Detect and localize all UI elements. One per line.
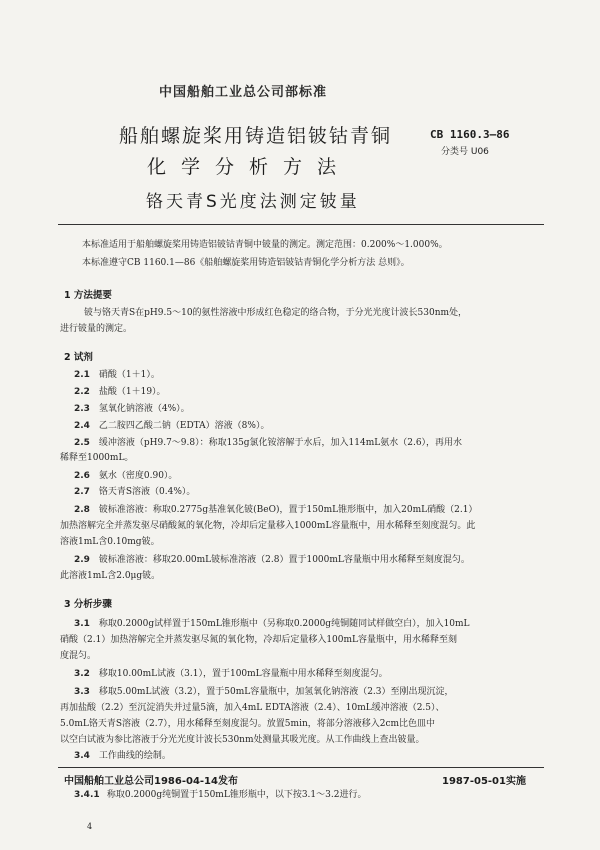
procedure-step-continued: 5.0mL铬天青S溶液（2.7），用水稀释至刻度混匀。放置5min，将部分溶液移入2cm比色皿中 (60, 719, 436, 729)
item-text: 铍标准溶液：称取0.2775g基准氧化铍(BeO)，置于150mL锥形瓶中，加入20mL硝酸（2.1） (98, 505, 478, 515)
header-rule (58, 224, 544, 225)
reagent-item (74, 469, 177, 484)
classification-code: 分类号 U06 (441, 147, 489, 157)
reagent-item (74, 402, 190, 417)
reagent-item (74, 485, 195, 500)
item-number: 2.9 (74, 555, 90, 565)
step-text: 工作曲线的绘制。 (98, 751, 171, 761)
item-text: 铬天青S溶液（0.4%）。 (98, 487, 196, 497)
step-number: 3.2 (74, 669, 90, 679)
item-text: 铍标准溶液：移取20.00mL铍标准溶液（2.8）置于1000mL容量瓶中用水稀释至刻度混匀。 (98, 555, 470, 565)
reagent-item (74, 368, 160, 383)
section-heading: 2 试剂 (64, 352, 93, 363)
step-number: 3.3 (74, 687, 90, 697)
document-title-line1: 船舶螺旋桨用铸造铝铍钴青铜 (119, 125, 393, 147)
step-number: 3.4.1 (74, 790, 100, 800)
item-number: 2.1 (74, 370, 90, 380)
procedure-step (74, 788, 366, 803)
document-title-line3: 铬天青S光度法测定铍量 (146, 192, 360, 212)
item-number: 2.3 (74, 404, 90, 414)
item-text: 硝酸（1＋1）。 (98, 370, 160, 380)
step-number: 3.1 (74, 619, 90, 629)
procedure-step (74, 749, 171, 764)
page-number: 4 (87, 822, 93, 831)
reagent-item (74, 553, 470, 568)
item-number: 2.6 (74, 471, 90, 481)
reagent-item-continued: 稀释至1000mL。 (60, 453, 134, 463)
section-heading: 3 分析步骤 (64, 599, 112, 610)
step-text: 移取5.00mL试液（3.2），置于50mL容量瓶中，加氢氧化钠溶液（2.3）至刚出现沉淀， (98, 687, 454, 697)
item-number: 2.2 (74, 387, 90, 397)
item-text: 氢氧化钠溶液（4%）。 (98, 404, 190, 414)
reagent-item-continued: 加热溶解完全并蒸发驱尽硝酸氮的氧化物，冷却后定量移入1000mL容量瓶中，用水稀释至刻度混匀。此 (60, 521, 476, 531)
item-number: 2.5 (74, 438, 90, 448)
item-text: 氨水（密度0.90）。 (98, 471, 178, 481)
step-number: 3.4 (74, 751, 90, 761)
intro-scope: 本标准适用于船舶螺旋桨用铸造铝铍钴青铜中铍量的测定。测定范围：0.200%～1.000%。 (82, 240, 448, 250)
section-heading: 1 方法提要 (64, 290, 112, 301)
procedure-step (74, 617, 470, 632)
document-title-line2: 化学分析方法 (147, 156, 352, 178)
item-text: 缓冲溶液（pH9.7～9.8）：称取135g氯化铵溶解于水后，加入114mL氨水（2.6），再用水 (98, 438, 463, 448)
reagent-item (74, 419, 269, 434)
footer-rule (58, 767, 544, 768)
reagent-item (74, 503, 477, 518)
effective-date: 1987-05-01实施 (442, 776, 526, 787)
reagent-item (74, 436, 462, 451)
reagent-item (74, 385, 166, 400)
item-text: 乙二胺四乙酸二钠（EDTA）溶液（8%）。 (98, 421, 270, 431)
item-number: 2.8 (74, 505, 90, 515)
procedure-step (74, 667, 388, 682)
issue-date: 中国船舶工业总公司1986-04-14发布 (64, 776, 238, 787)
procedure-step-continued: 度混匀。 (60, 651, 97, 661)
principle-text: 进行铍量的测定。 (60, 324, 133, 334)
procedure-step-continued: 硝酸（2.1）加热溶解完全并蒸发驱尽氮的氧化物，冷却后定量移入100mL容量瓶中，用水稀释至刻 (60, 635, 458, 645)
item-number: 2.4 (74, 421, 90, 431)
procedure-step-continued: 再加盐酸（2.2）至沉淀消失并过量5滴，加入4mL EDTA溶液（2.4）、10mL缓冲溶液（2.5）、 (60, 703, 445, 713)
step-text: 称取0.2000g纯铜置于150mL锥形瓶中，以下按3.1～3.2进行。 (106, 790, 367, 800)
step-text: 称取0.2000g试样置于150mL锥形瓶中（另称取0.2000g纯铜随同试样做空白），加入10mL (98, 619, 470, 629)
standard-number: CB 1160.3—86 (430, 128, 510, 141)
step-text: 移取10.00mL试液（3.1），置于100mL容量瓶中用水稀释至刻度混匀。 (98, 669, 388, 679)
procedure-step (74, 685, 454, 700)
item-text: 盐酸（1＋19）。 (98, 387, 166, 397)
procedure-step-continued: 以空白试液为参比溶液于分光光度计波长530nm处测量其吸光度。从工作曲线上查出铍量。 (60, 735, 425, 745)
principle-text: 铍与铬天青S在pH9.5～10的氨性溶液中形成红色稳定的络合物，于分光光度计波长530nm处， (84, 308, 468, 318)
reagent-item-continued: 溶液1mL含0.10mg铍。 (60, 537, 160, 547)
issuing-organization: 中国船舶工业总公司部标准 (159, 85, 328, 100)
intro-reference: 本标准遵守CB 1160.1—86《船舶螺旋桨用铸造铝铍钴青铜化学分析方法 总则》。 (82, 258, 410, 268)
reagent-item-continued: 此溶液1mL含2.0μg铍。 (60, 571, 161, 581)
item-number: 2.7 (74, 487, 90, 497)
